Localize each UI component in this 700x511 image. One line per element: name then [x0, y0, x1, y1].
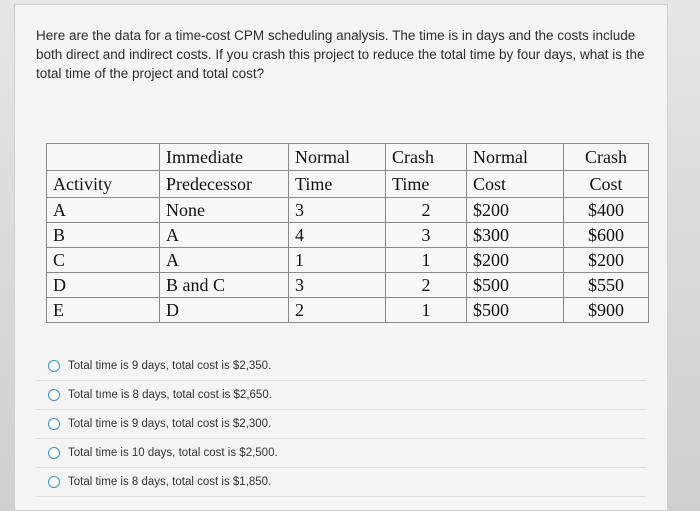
cell-predecessor: D: [160, 298, 289, 323]
radio-button-icon[interactable]: [48, 360, 60, 372]
answer-option-3[interactable]: [36, 410, 646, 439]
answer-option-label: Total time is 9 days, total cost is $2,300.: [68, 418, 272, 430]
answer-options: [36, 352, 646, 497]
cell-predecessor: None: [160, 198, 289, 223]
answer-option-4[interactable]: [36, 439, 646, 468]
cell-predecessor: A: [160, 248, 289, 273]
cell-normal-time: 4: [289, 223, 386, 248]
header-activity-1: [47, 144, 160, 171]
cell-activity: D: [47, 273, 160, 298]
cell-normal-cost: $500: [467, 298, 564, 323]
cell-crash-cost: $400: [564, 198, 649, 223]
table-header-row-1: [47, 144, 649, 171]
cell-crash-cost: $600: [564, 223, 649, 248]
cell-activity: E: [47, 298, 160, 323]
header-normal-time-1: Normal: [289, 144, 386, 171]
answer-option-label: Total time is 9 days, total cost is $2,350.: [68, 360, 272, 372]
question-text: Here are the data for a time-cost CPM scheduling analysis. The time is in days and the costs include both direct and indirect costs. If you crash this project to reduce the total time by four days, what is the total time of the project and total cost?: [36, 28, 645, 81]
radio-button-icon[interactable]: [48, 389, 60, 401]
cell-activity: A: [47, 198, 160, 223]
table-row: [47, 298, 649, 323]
cell-crash-time: 1: [386, 298, 467, 323]
answer-option-1[interactable]: [36, 352, 646, 381]
cell-normal-cost: $200: [467, 198, 564, 223]
cell-crash-time: 2: [386, 273, 467, 298]
cell-predecessor: B and C: [160, 273, 289, 298]
cell-activity: B: [47, 223, 160, 248]
header-crash-cost-1: Crash: [564, 144, 649, 171]
cell-normal-time: 3: [289, 198, 386, 223]
header-activity-2: Activity: [47, 171, 160, 198]
header-crash-cost-2: Cost: [564, 171, 649, 198]
cell-predecessor: A: [160, 223, 289, 248]
cell-crash-cost: $900: [564, 298, 649, 323]
cell-normal-cost: $300: [467, 223, 564, 248]
answer-option-2[interactable]: [36, 381, 646, 410]
answer-option-label: Total tıme is 8 days, total cost is $2,650.: [68, 389, 272, 401]
cell-crash-cost: $200: [564, 248, 649, 273]
answer-option-label: Total time is 8 days, total cost is $1,850.: [68, 476, 272, 488]
header-normal-cost-1: Normal: [467, 144, 564, 171]
radio-button-icon[interactable]: [48, 476, 60, 488]
header-normal-cost-2: Cost: [467, 171, 564, 198]
header-crash-time-1: Crash: [386, 144, 467, 171]
radio-button-icon[interactable]: [48, 418, 60, 430]
table-row: [47, 198, 649, 223]
answer-option-5[interactable]: [36, 468, 646, 497]
cell-crash-cost: $550: [564, 273, 649, 298]
cell-crash-time: 3: [386, 223, 467, 248]
answer-option-label: Total time is 10 days, total cost is $2,500.: [68, 447, 278, 459]
cell-normal-cost: $500: [467, 273, 564, 298]
header-crash-time-2: Time: [386, 171, 467, 198]
cell-normal-time: 1: [289, 248, 386, 273]
table-row: [47, 223, 649, 248]
header-predecessor-2: Predecessor: [160, 171, 289, 198]
cell-normal-time: 2: [289, 298, 386, 323]
header-predecessor-1: Immediate: [160, 144, 289, 171]
cell-normal-time: 3: [289, 273, 386, 298]
cell-normal-cost: $200: [467, 248, 564, 273]
cell-activity: C: [47, 248, 160, 273]
table-row: [47, 273, 649, 298]
table-header-row-2: [47, 171, 649, 198]
cpm-data-table: [46, 143, 649, 323]
cell-crash-time: 2: [386, 198, 467, 223]
table-row: [47, 248, 649, 273]
radio-button-icon[interactable]: [48, 447, 60, 459]
header-normal-time-2: Time: [289, 171, 386, 198]
cell-crash-time: 1: [386, 248, 467, 273]
